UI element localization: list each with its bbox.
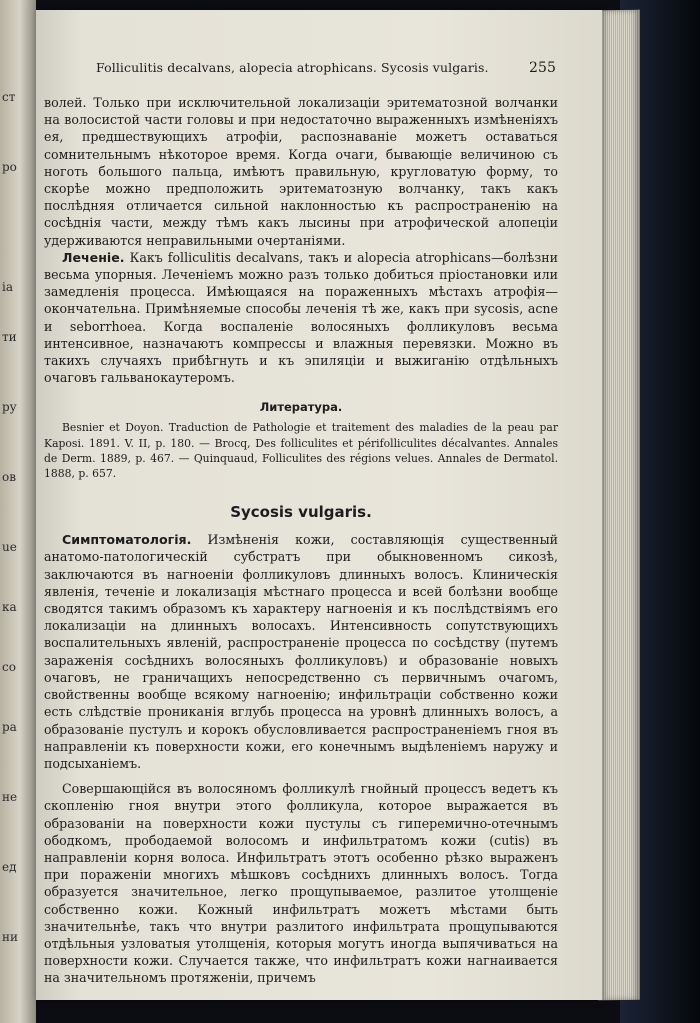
left-page-edge xyxy=(0,0,36,1023)
left-fragment: ру xyxy=(2,400,17,414)
running-header xyxy=(96,60,556,75)
left-fragment: ue xyxy=(2,540,17,554)
running-title: Folliculitis decalvans, alopecia atrophicans. Sycosis vulgaris. xyxy=(96,60,489,75)
book-page xyxy=(36,10,602,1000)
left-fragment: ка xyxy=(2,600,17,614)
left-fragment: ра xyxy=(2,720,17,734)
section-title: Sycosis vulgaris. xyxy=(230,503,372,522)
literature-title: Литература. xyxy=(259,400,343,415)
page-body xyxy=(44,94,558,987)
left-fragment: не xyxy=(2,790,18,804)
paragraph: Совершающійся въ волосяномъ фолликулѣ гнойный процессъ ведетъ къ скопленію гноя внутри этого фолликула, которое выражается въ образованіи на поверхности кожи пустулы съ гиперемично-отечнымъ ободкомъ, прободаемой волосомъ и инфильтратомъ кожи (cutis) въ направленіи корня волоса. Инфильтратъ этотъ особенно рѣзко выраженъ при пораженіи многихъ мѣшковъ сосѣднихъ длинныхъ волосъ. Тогда образуется значительное, легко прощупываемое, разлитое утолщеніе собственно кожи. Кожный инфильтратъ можетъ мѣстами быть значительнѣе, такъ что внутри разлитого инфильтрата прощупываются отдѣльныя узловатыя утолщенія, которыя могутъ иногда выпячиваться на поверхности кожи. Случается также, что инфильтратъ кожи нагнаивается на значительномъ протяженіи, причемъ xyxy=(44,781,558,986)
literature-text: Besnier et Doyon. Traduction de Pathologie et traitement des maladies de la peau par Kaposi. 1891. V. II, p. 180. — Brocq, Des folliculites et périfolliculites décalvantes. Annales de Derm. 1889, p. 467. — Quinquaud, Folliculites des régions velues. Annales de Dermatol. 1888, p. 657. xyxy=(44,421,558,481)
left-fragment: ро xyxy=(2,160,17,174)
left-fragment: ia xyxy=(2,280,13,294)
page-block-edges xyxy=(598,10,640,1000)
left-fragment: ст xyxy=(2,90,16,104)
treatment-paragraph xyxy=(44,249,558,387)
left-fragment: ни xyxy=(2,930,18,944)
symptom-text: Измѣненія кожи, составляющія существенный анатомо-патологическій субстратъ при обыкновенномъ сикозѣ, заключаются въ нагноеніи фолликуловъ длинныхъ волосъ. Клиническія явленія, теченіе и локализація мѣстнаго процесса и всей болѣзни вообще сводятся такимъ образомъ къ характеру нагноенія и къ послѣдствіямъ его локализаціи на длинныхъ волосахъ. Интенсивность сопутствующихъ воспалительныхъ явленій, распространеніе процесса по сосѣдству (путемъ зараженія сосѣднихъ волосяныхъ фолликуловъ) и образованіе новыхъ очаговъ, не граничащихъ непосредственно съ первичнымъ очагомъ, свойственны вообще всякому нагноенію; инфильтраціи собственно кожи есть слѣдствіе прониканія вглубь процесса на уровнѣ длинныхъ волосъ, а образованіе пустулъ и корокъ обусловливается распространеніемъ гноя въ направленіи къ поверхности кожи, его конечнымъ выдѣленіемъ наружу и подсыханіемъ. xyxy=(44,532,558,771)
symptom-label: Симптоматологія. xyxy=(62,532,192,548)
left-fragment: ти xyxy=(2,330,17,344)
left-fragment: ов xyxy=(2,470,16,484)
treatment-label: Леченіе. xyxy=(62,249,125,265)
paragraph: волей. Только при исключительной локализаціи эритематозной волчанки на волосистой части головы и при недостаточно выраженныхъ измѣненіяхъ ея, предшествующихъ атрофіи, распознаваніе можетъ оставаться сомнительнымъ нѣкоторое время. Когда очаги, бывающіе величиною съ ноготь большого пальца, имѣютъ правильную, кругловатую форму, то скорѣе можно предположить эритематозную волчанку, такъ какъ послѣдняя отличается сильной наклонностью къ распространенію на сосѣднія части, между тѣмъ какъ лысины при атрофической алопеціи удерживаются неправильными очертаніями. xyxy=(44,95,558,248)
treatment-text: Какъ folliculitis decalvans, такъ и alopecia atrophicans—болѣзни весьма упорныя. Леченіемъ можно разъ только добиться пріостановки или замедленія процесса. Имѣющаяся на пораженныхъ мѣстахъ атрофія—окончательна. Примѣняемые способы леченія тѣ же, какъ при sycosis, acne и seborrhoea. Когда воспаленіе волосяныхъ фолликуловъ весьма интенсивное, назначаютъ компрессы и влажныя перевязки. Можно въ такихъ случаяхъ прибѣгнуть и къ эпиляціи и выжиганію отдѣльныхъ очаговъ гальванокаутеромъ. xyxy=(44,249,558,386)
symptom-paragraph xyxy=(44,531,558,772)
left-fragment: со xyxy=(2,660,16,674)
page-number: 255 xyxy=(528,60,556,76)
left-fragment: ед xyxy=(2,860,17,874)
